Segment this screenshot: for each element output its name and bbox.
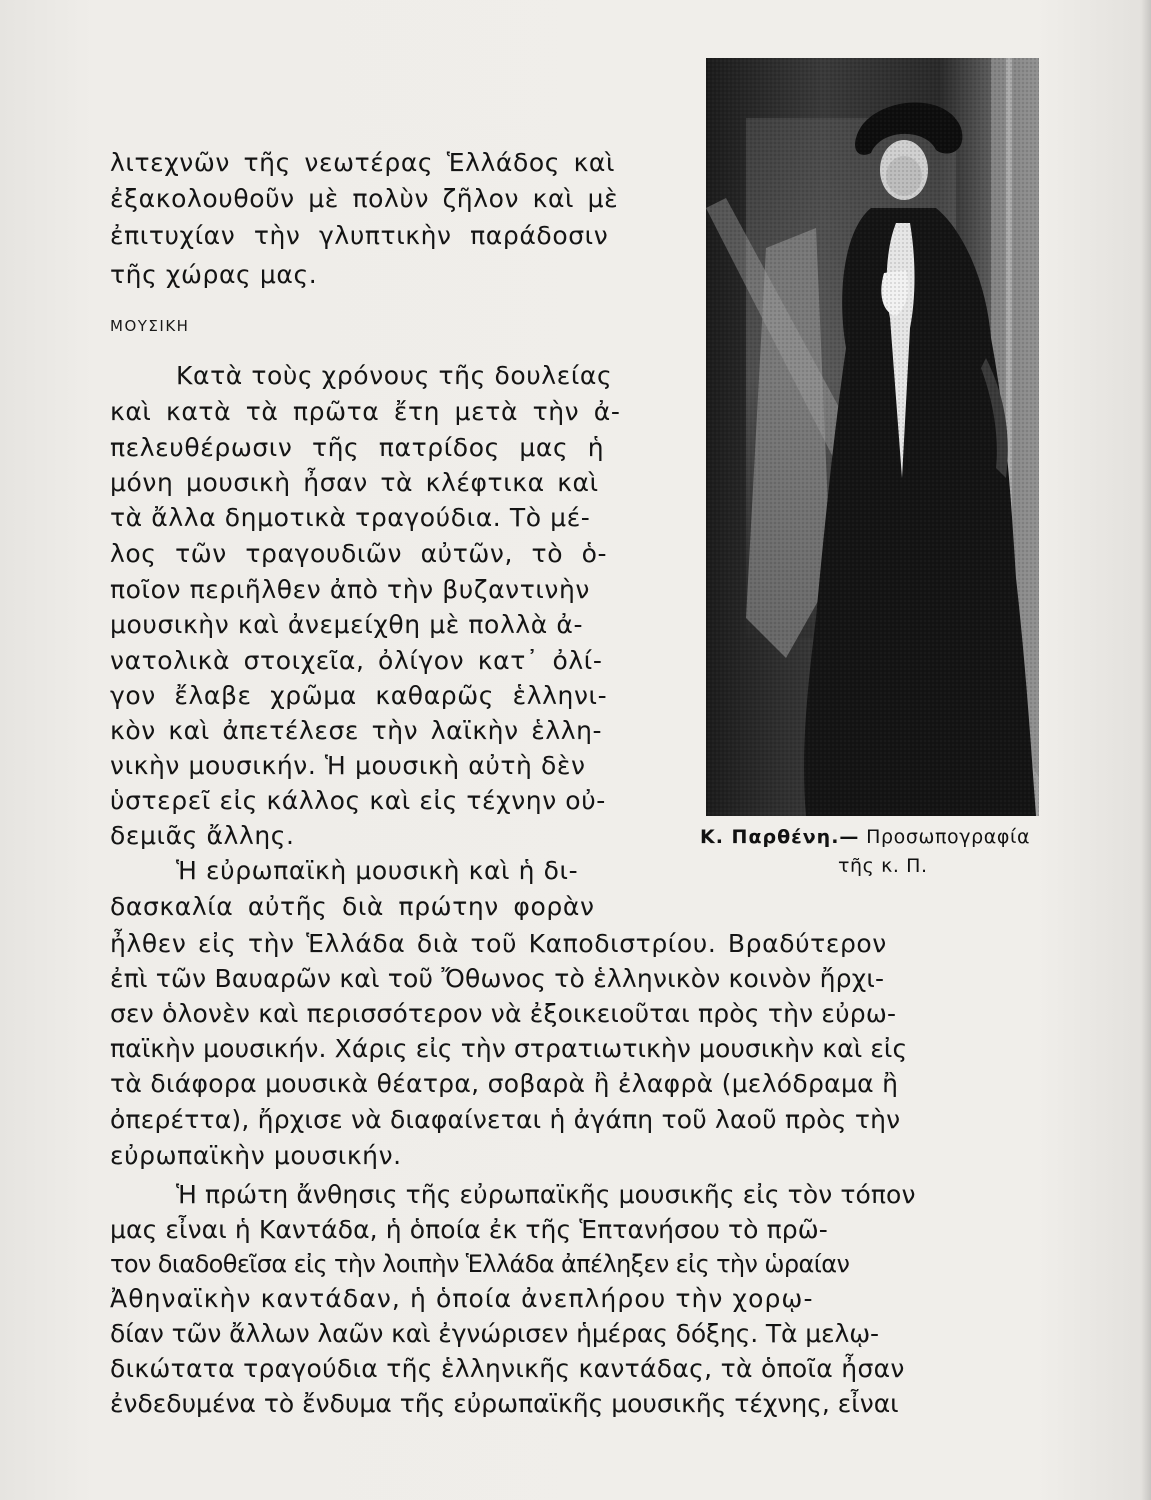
text-line-28: Ἡ πρώτη ἄνθησις τῆς εὐρωπαϊκῆς μουσικῆς εἰς τὸν τόπον xyxy=(176,1180,916,1209)
caption-painter-name: Κ. Παρθένη.— xyxy=(700,826,860,848)
portrait-photo xyxy=(706,58,1039,816)
text-line-34: ἐνδεδυμένα τὸ ἔνδυμα τῆς εὐρωπαϊκῆς μουσικῆς τέχνης, εἶναι xyxy=(110,1389,899,1418)
text-line-16: νικὴν μουσικήν. Ἡ μουσικὴ αὐτὴ δὲν xyxy=(110,751,586,780)
text-line-1: λιτεχνῶν τῆς νεωτέρας Ἑλλάδος καὶ xyxy=(110,148,616,177)
text-line-3: ἐπιτυχίαν τὴν γλυπτικὴν παράδοσιν xyxy=(110,221,609,250)
text-line-2: ἐξακολουθοῦν μὲ πολὺν ζῆλον καὶ μὲ xyxy=(110,184,619,213)
portrait-image xyxy=(706,58,1039,816)
text-line-15: κὸν καὶ ἀπετέλεσε τὴν λαϊκὴν ἑλλη- xyxy=(110,716,603,745)
text-line-7: πελευθέρωσιν τῆς πατρίδος μας ἡ xyxy=(110,433,605,462)
text-line-14: γον ἔλαβε χρῶμα καθαρῶς ἑλληνι- xyxy=(110,681,608,710)
text-line-20: δασκαλία αὐτῆς διὰ πρώτην φορὰν xyxy=(110,892,595,921)
text-line-11: ποῖον περιῆλθεν ἀπὸ τὴν βυζαντινὴν xyxy=(110,575,590,604)
text-line-4: τῆς χώρας μας. xyxy=(110,260,318,289)
photo-caption-line-2 xyxy=(838,855,928,877)
text-line-12: μουσικὴν καὶ ἀνεμείχθη μὲ πολλὰ ἀ- xyxy=(110,610,584,639)
text-line-26: ὀπερέττα), ἤρχισε νὰ διαφαίνεται ἡ ἀγάπη τοῦ λαοῦ πρὸς τὴν xyxy=(110,1105,901,1134)
text-line-32: δίαν τῶν ἄλλων λαῶν καὶ ἐγνώρισεν ἡμέρας δόξης. Τὰ μελῳ- xyxy=(110,1319,879,1348)
photo-caption-line-1 xyxy=(700,826,1030,848)
text-line-18: δεμιᾶς ἄλλης. xyxy=(110,821,295,850)
section-heading: ΜΟΥΣΙΚΗ xyxy=(110,317,190,335)
text-line-27: εὐρωπαϊκὴν μουσικήν. xyxy=(110,1141,402,1170)
text-line-33: δικώτατα τραγούδια τῆς ἑλληνικῆς καντάδας, τὰ ὁποῖα ἦσαν xyxy=(110,1354,905,1383)
text-line-17: ὑστερεῖ εἰς κάλλος καὶ εἰς τέχνην οὐ- xyxy=(110,786,606,815)
text-line-30: τον διαδοθεῖσα εἰς τὴν λοιπὴν Ἑλλάδα ἀπέληξεν εἰς τὴν ὡραίαν xyxy=(110,1250,850,1278)
text-line-31: Ἀθηναϊκὴν καντάδαν, ἡ ὁποία ἀνεπλήρου τὴν χορῳ- xyxy=(110,1284,814,1313)
text-line-9: τὰ ἄλλα δημοτικὰ τραγούδια. Τὸ μέ- xyxy=(110,503,591,532)
text-line-5: Κατὰ τοὺς χρόνους τῆς δουλείας xyxy=(176,361,613,390)
text-line-6: καὶ κατὰ τὰ πρῶτα ἔτη μετὰ τὴν ἀ- xyxy=(110,397,621,426)
caption-title-part2: τῆς κ. Π. xyxy=(838,855,928,877)
text-line-23: σεν ὁλονὲν καὶ περισσότερον νὰ ἐξοικειοῦται πρὸς τὴν εὐρω- xyxy=(110,999,897,1028)
page-edge-shadow xyxy=(1141,0,1151,1500)
text-line-29: μας εἶναι ἡ Καντάδα, ἡ ὁποία ἐκ τῆς Ἑπτανήσου τὸ πρῶ- xyxy=(110,1215,828,1244)
caption-title-part1: Προσωπογραφία xyxy=(866,826,1031,848)
text-line-13: νατολικὰ στοιχεῖα, ὀλίγον κατ᾽ ὀλί- xyxy=(110,646,603,675)
text-line-24: παϊκὴν μουσικήν. Χάρις εἰς τὴν στρατιωτικὴν μουσικὴν καὶ εἰς xyxy=(110,1034,908,1063)
text-line-8: μόνη μουσικὴ ἦσαν τὰ κλέφτικα καὶ xyxy=(110,468,599,497)
text-line-10: λος τῶν τραγουδιῶν αὐτῶν, τὸ ὁ- xyxy=(110,539,608,568)
text-line-25: τὰ διάφορα μουσικὰ θέατρα, σοβαρὰ ἢ ἐλαφρὰ (μελόδραμα ἢ xyxy=(110,1069,899,1098)
text-line-19: Ἡ εὐρωπαϊκὴ μουσικὴ καὶ ἡ δι- xyxy=(176,856,579,885)
text-line-21: ἦλθεν εἰς τὴν Ἑλλάδα διὰ τοῦ Καποδιστρίου. Βραδύτερον xyxy=(110,929,887,958)
text-line-22: ἐπὶ τῶν Βαυαρῶν καὶ τοῦ Ὄθωνος τὸ ἑλληνικὸν κοινὸν ἤρχι- xyxy=(110,964,885,993)
